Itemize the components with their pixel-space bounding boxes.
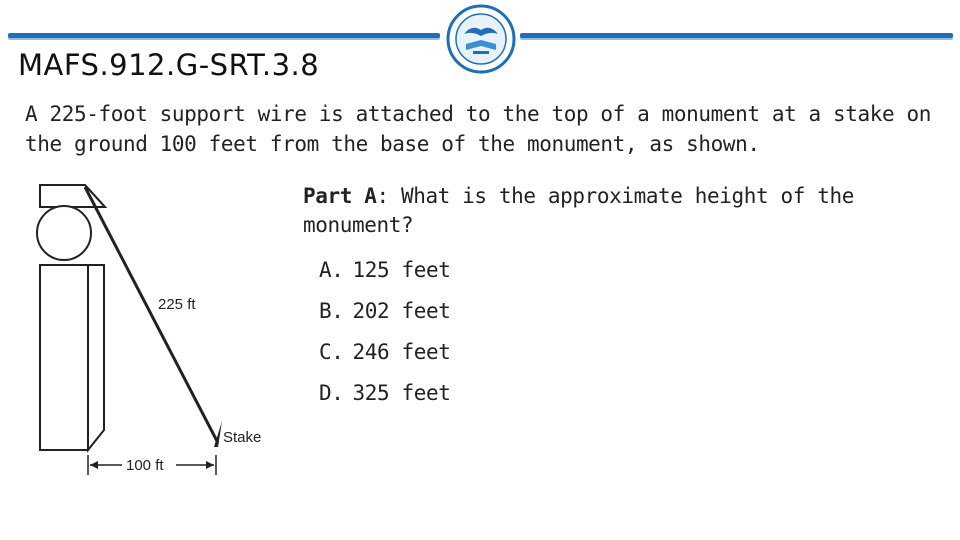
choice-a[interactable] xyxy=(319,256,450,297)
choice-letter: B. xyxy=(319,299,344,323)
choice-letter: D. xyxy=(319,381,344,405)
choice-text: 246 feet xyxy=(352,340,451,364)
answer-choices xyxy=(319,256,450,420)
choice-letter: A. xyxy=(319,258,344,282)
choice-letter: C. xyxy=(319,340,344,364)
stake-label: Stake xyxy=(223,429,262,446)
choice-text: 325 feet xyxy=(352,381,451,405)
choice-b[interactable] xyxy=(319,297,450,338)
choice-text: 202 feet xyxy=(352,299,451,323)
problem-intro: A 225-foot support wire is attached to the top of a monument at a stake on the ground 100 feet from the base of the monument, as shown. xyxy=(25,102,931,156)
monument-sphere xyxy=(37,206,91,260)
choice-d[interactable] xyxy=(319,379,450,420)
district-seal-logo xyxy=(446,4,516,74)
header-rule-right xyxy=(520,33,953,38)
choice-text: 125 feet xyxy=(352,258,451,282)
part-label: Part A xyxy=(303,184,377,208)
choice-c[interactable] xyxy=(319,338,450,379)
stake-icon xyxy=(214,421,222,447)
monument-column xyxy=(40,265,88,450)
question-text xyxy=(303,182,923,240)
monument-diagram xyxy=(30,175,280,480)
base-distance-label: 100 ft xyxy=(126,457,164,474)
standard-code: MAFS.912.G-SRT.3.8 xyxy=(18,48,320,82)
wire-length-label: 225 ft xyxy=(158,296,196,313)
header-rule-left xyxy=(8,33,440,38)
question-prompt: : What is the approximate height of the monument? xyxy=(303,184,854,237)
